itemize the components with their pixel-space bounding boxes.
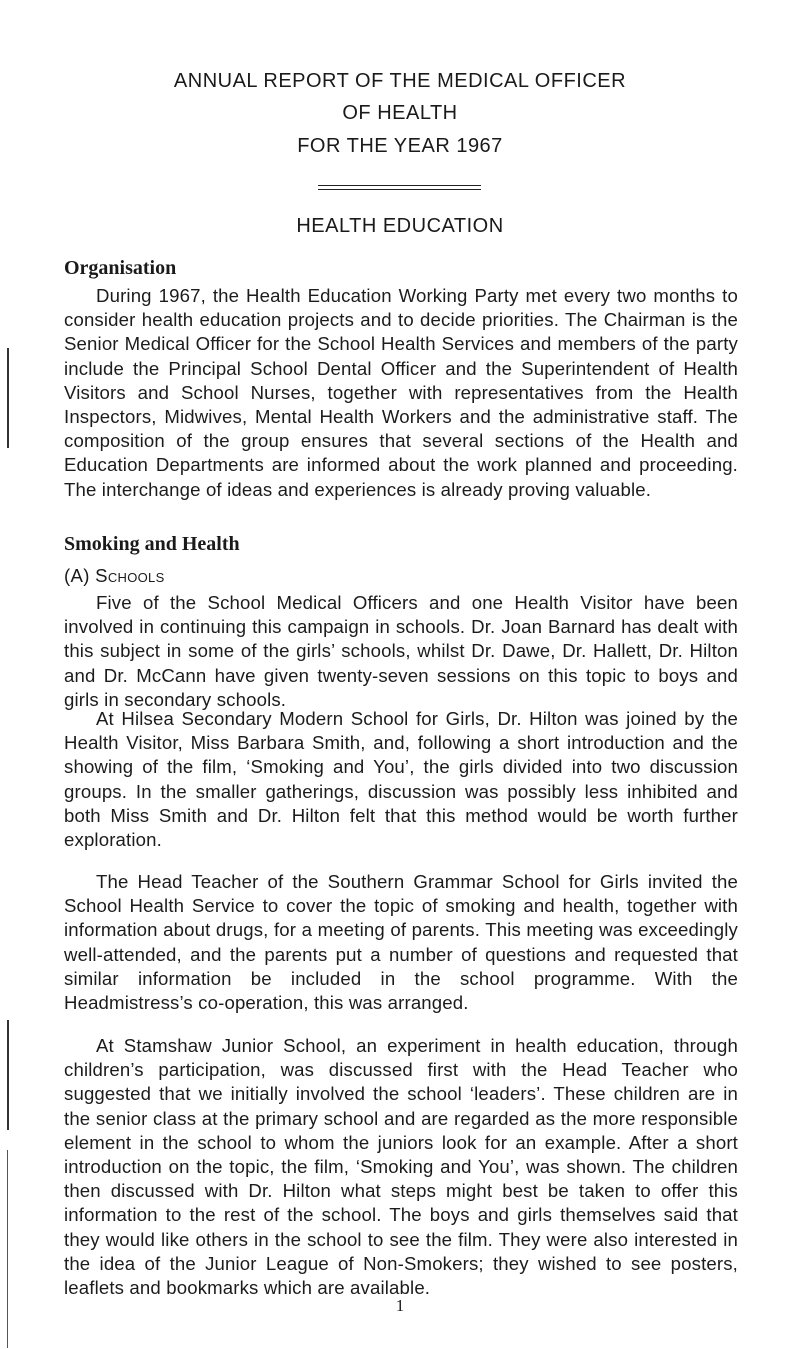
report-title-line-2: OF HEALTH xyxy=(342,102,458,124)
organisation-heading: Organisation xyxy=(64,257,177,279)
margin-mark-upper xyxy=(7,348,9,448)
smoking-paragraph-3: The Head Teacher of the Southern Grammar School for Girls invited the School Health Service to cover the topic of smoking and health, together with information about drugs, for a meeting of parents. This meeting was exceedingly well-attended, and the parents put a number of questions and requested that similar information be included in the school programme. With the Headmistress’s co-operation, this was arranged. xyxy=(64,871,738,1014)
organisation-paragraph: During 1967, the Health Education Working Party met every two months to consider health education projects and to decide priorities. The Chairman is the Senior Medical Officer for the School Health Services and members of the party include the Principal School Dental Officer and the Superintendent of Health Visitors and School Nurses, together with representatives from the Health Inspectors, Midwives, Mental Health Workers and the administrative staff. The composition of the group ensures that several sections of the Health and Education Departments are informed about the work planned and proceeding. The interchange of ideas and experiences is already proving valuable. xyxy=(64,285,738,500)
schools-subheading: (A) Schools xyxy=(64,565,165,586)
report-title-line-3: FOR THE YEAR 1967 xyxy=(297,135,503,157)
section-title: HEALTH EDUCATION xyxy=(296,215,504,237)
binding-edge-line xyxy=(7,1150,8,1348)
smoking-paragraph-4: At Stamshaw Junior School, an experiment in health education, through children’s participation, was discussed first with the Head Teacher who suggested that we initially involved the school ‘leaders’. These children are in the senior class at the primary school and are regarded as the more responsible element in the school to whom the juniors look for an example. After a short introduction on the topic, the film, ‘Smoking and You’, was shown. The children then discussed with Dr. Hilton what steps might best be taken to offer this information to the rest of the school. The boys and girls themselves said that they would like others in the school to see the film. They were also interested in the idea of the Junior League of Non-Smokers; they wished to see posters, leaflets and bookmarks which are available. xyxy=(64,1035,738,1299)
margin-mark-lower xyxy=(7,1020,9,1130)
smoking-heading: Smoking and Health xyxy=(64,533,240,555)
report-title-line-1: ANNUAL REPORT OF THE MEDICAL OFFICER xyxy=(173,70,627,92)
title-divider-top xyxy=(318,185,481,186)
smoking-paragraph-1: Five of the School Medical Officers and one Health Visitor have been involved in continuing this campaign in schools. Dr. Joan Barnard has dealt with this subject in some of the girls’ schools, whilst Dr. Dawe, Dr. Hallett, Dr. Hilton and Dr. McCann have given twenty-seven sessions on this topic to boys and girls in secondary schools. xyxy=(64,592,738,710)
page-number: 1 xyxy=(395,1296,405,1315)
title-divider-bottom xyxy=(318,189,481,190)
smoking-paragraph-2: At Hilsea Secondary Modern School for Girls, Dr. Hilton was joined by the Health Visitor, Miss Barbara Smith, and, following a short introduction and the showing of the film, ‘Smoking and You’, the girls divided into two discussion groups. In the smaller gatherings, discussion was possibly less inhibited and both Miss Smith and Dr. Hilton felt that this method would be worth further exploration. xyxy=(64,708,738,851)
